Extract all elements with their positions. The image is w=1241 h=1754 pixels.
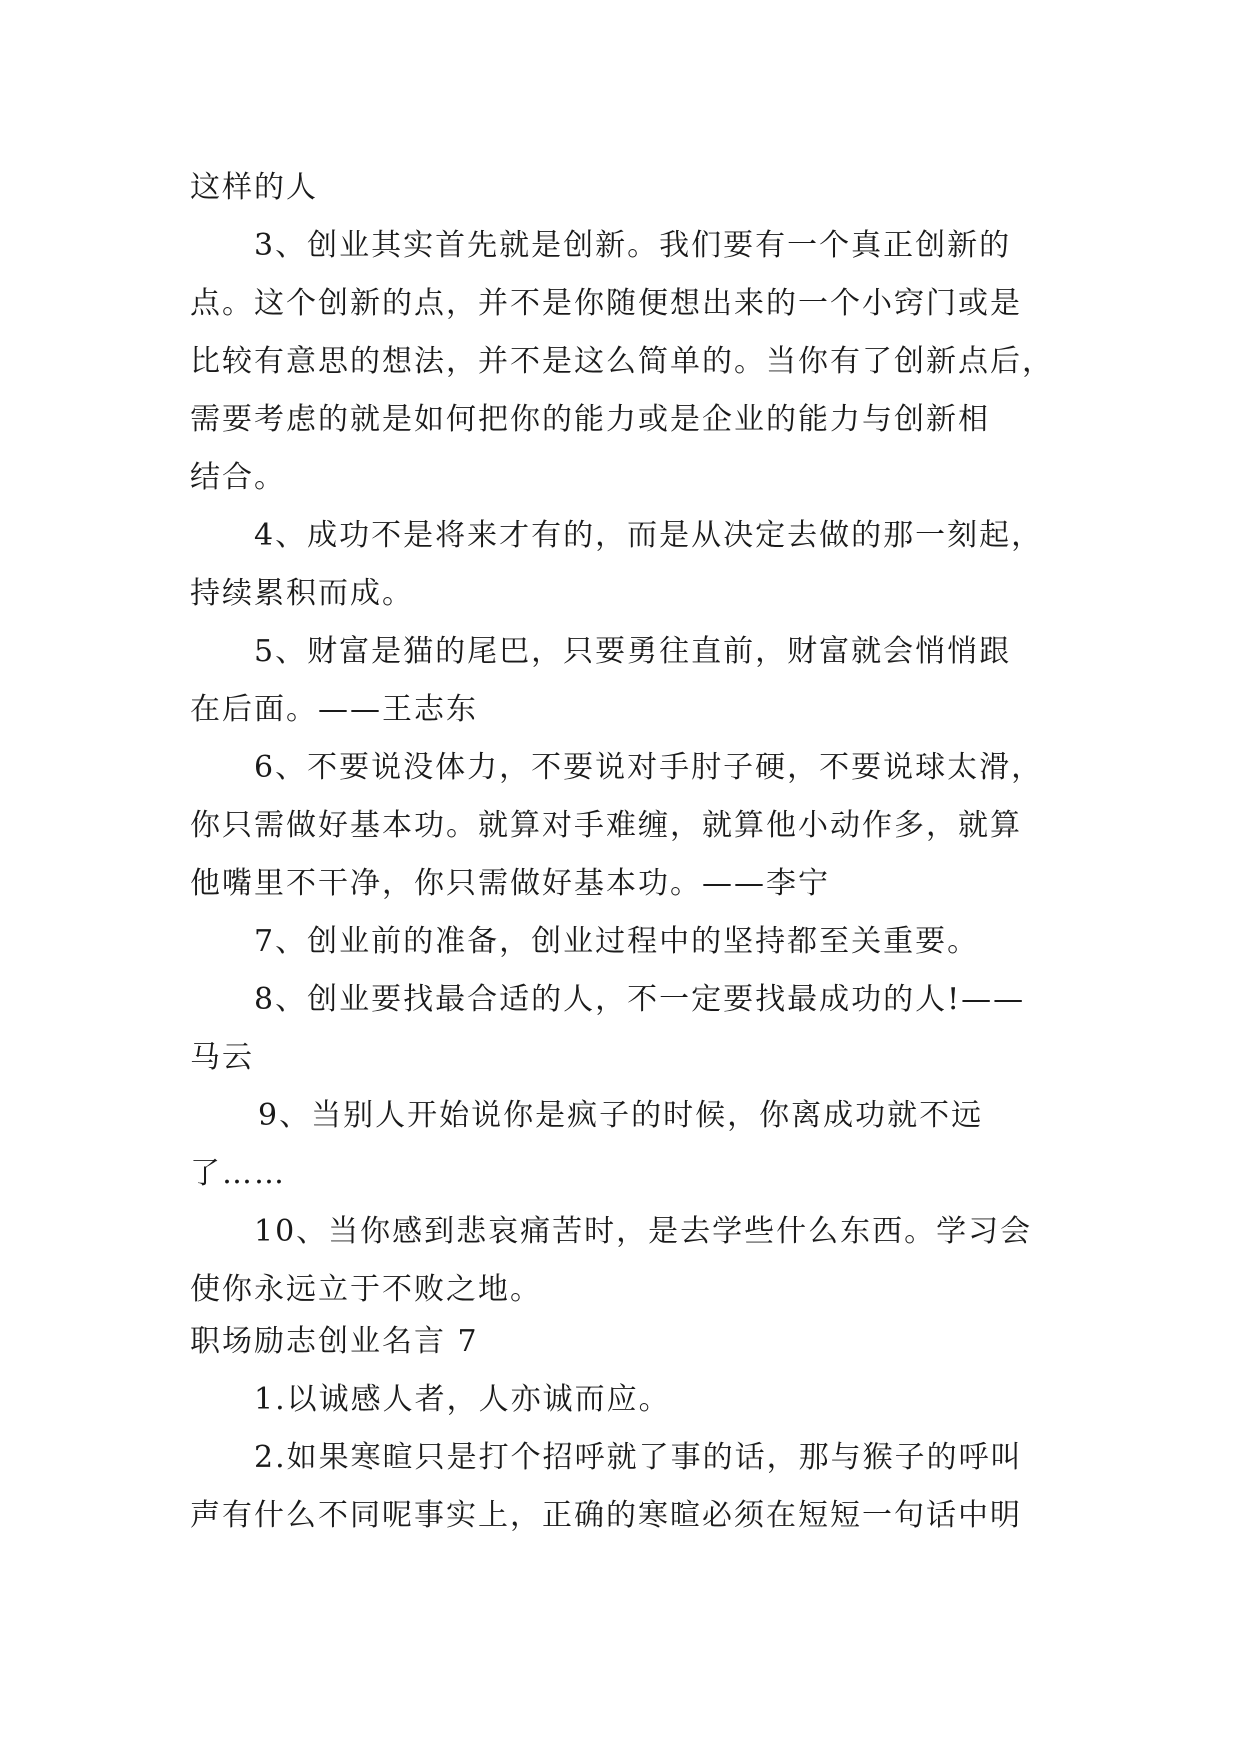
quote-4-line-2: 持续累积而成。 (190, 576, 414, 611)
quote-9-line-1: 9、当别人开始说你是疯子的时候，你离成功就不远 (258, 1098, 984, 1133)
quote-8-line-2: 马云 (190, 1040, 254, 1075)
quote-3-line-3: 比较有意思的想法，并不是这么简单的。当你有了创新点后， (190, 344, 1054, 379)
quote-3-line-2: 点。这个创新的点，并不是你随便想出来的一个小窍门或是 (190, 286, 1022, 321)
quote-6-line-1: 6、不要说没体力，不要说对手肘子硬，不要说球太滑， (254, 750, 1044, 785)
quote-8-line-1: 8、创业要找最合适的人，不一定要找最成功的人!—— (254, 982, 1026, 1017)
quote-10-line-1: 10、当你感到悲哀痛苦时，是去学些什么东西。学习会 (254, 1214, 1033, 1249)
section-quote-2-line-1: 2.如果寒暄只是打个招呼就了事的话，那与猴子的呼叫 (254, 1440, 1023, 1475)
quote-10-line-2: 使你永远立于不败之地。 (190, 1272, 542, 1307)
text-line-1: 这样的人 (190, 170, 318, 205)
quote-9-line-2: 了…… (190, 1156, 286, 1191)
quote-6-line-3: 他嘴里不干净，你只需做好基本功。——李宁 (190, 866, 830, 901)
quote-3-line-4: 需要考虑的就是如何把你的能力或是企业的能力与创新相 (190, 402, 990, 437)
quote-3-line-5: 结合。 (190, 460, 286, 495)
quote-5-line-2: 在后面。——王志东 (190, 692, 478, 727)
quote-6-line-2: 你只需做好基本功。就算对手难缠，就算他小动作多，就算 (190, 808, 1022, 843)
section-quote-2-line-2: 声有什么不同呢事实上，正确的寒暄必须在短短一句话中明 (190, 1498, 1022, 1533)
quote-3-line-1: 3、创业其实首先就是创新。我们要有一个真正创新的 (254, 228, 1012, 263)
quote-7-line-1: 7、创业前的准备，创业过程中的坚持都至关重要。 (254, 924, 980, 959)
section-heading: 职场励志创业名言 7 (190, 1324, 479, 1359)
section-quote-1-line-1: 1.以诚感人者，人亦诚而应。 (254, 1382, 671, 1417)
quote-5-line-1: 5、财富是猫的尾巴，只要勇往直前，财富就会悄悄跟 (254, 634, 1012, 669)
quote-4-line-1: 4、成功不是将来才有的，而是从决定去做的那一刻起， (254, 518, 1044, 553)
